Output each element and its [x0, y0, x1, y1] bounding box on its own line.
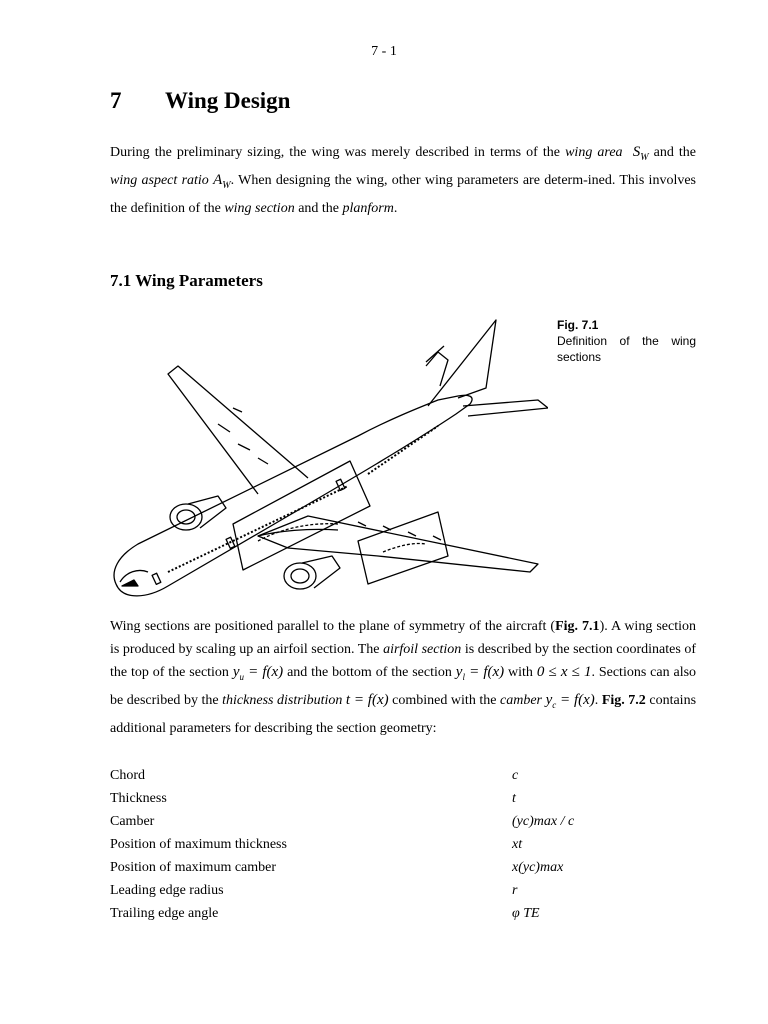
body-text-8: . — [594, 693, 602, 708]
figure-label: Fig. 7.1 — [557, 318, 599, 332]
figure-reference-1: Fig. 7.1 — [555, 619, 600, 634]
section-title: 7.1 Wing Parameters — [110, 271, 263, 290]
chapter-heading — [110, 88, 290, 114]
figure-caption — [557, 317, 696, 365]
term-thickness-distribution: thickness distribution — [222, 693, 343, 708]
chapter-number: 7 — [110, 88, 122, 113]
figure-reference-2: Fig. 7.2 — [601, 693, 646, 708]
intro-paragraph — [110, 141, 696, 220]
body-text-4: and the bottom of the section — [287, 665, 456, 680]
body-text-9: contains additional parameters for describing the section geometry: — [110, 693, 697, 736]
equation-thickness: t = f(x) — [345, 692, 389, 708]
parameter-name: Trailing edge angle — [110, 906, 219, 921]
symbol-sw: $S_W$ — [632, 144, 649, 163]
equation-bottom: $y_l = f(x)$ — [455, 664, 505, 682]
parameter-name: Thickness — [110, 791, 167, 806]
intro-text-5: . — [393, 201, 398, 216]
parameter-name: Position of maximum thickness — [110, 837, 287, 852]
intro-text-3: . When designing the wing, other wing parameters are determ-ined. This involves the definition of the — [110, 173, 696, 216]
parameter-name: Position of maximum camber — [110, 860, 277, 875]
body-text-7: combined with the — [392, 693, 501, 708]
aircraft-illustration — [108, 316, 548, 606]
parameter-symbol: x(yc)max — [512, 860, 564, 875]
term-airfoil-section: airfoil section — [383, 642, 462, 657]
parameter-symbol: xt — [512, 837, 523, 852]
body-paragraph — [110, 615, 696, 740]
body-text-2: ). A wing section is produced by scaling up an airfoil section. The — [110, 619, 697, 657]
intro-text-2: and the — [653, 145, 697, 160]
term-wing-section: wing section — [224, 201, 295, 216]
equation-camber: $y_c = f(x)$ — [545, 692, 595, 710]
term-wing-area: wing area — [565, 145, 623, 160]
parameter-symbol: (yc)max / c — [512, 814, 575, 829]
equation-top: $y_u = f(x)$ — [232, 664, 284, 682]
term-planform: planform — [342, 201, 394, 216]
page-number: 7 - 1 — [371, 44, 397, 59]
body-text-5: with — [508, 665, 537, 680]
body-text-1: Wing sections are positioned parallel to the plane of symmetry of the aircraft ( — [110, 619, 556, 634]
parameter-symbol: c — [512, 768, 519, 783]
symbol-aw: $A_W$ — [213, 172, 231, 191]
parameter-symbol: φ TE — [512, 906, 540, 921]
parameter-name: Camber — [110, 814, 155, 829]
parameter-name: Leading edge radius — [110, 883, 224, 898]
equation-range: 0 ≤ x ≤ 1 — [536, 664, 592, 680]
intro-text-4: and the — [294, 201, 343, 216]
parameter-symbol: r — [512, 883, 518, 898]
body-text-6: . Sections can also be described by the — [110, 665, 697, 708]
term-camber: camber — [500, 693, 543, 708]
term-aspect-ratio: wing aspect ratio — [110, 173, 209, 188]
intro-text-1: During the preliminary sizing, the wing was merely described in terms of the — [110, 145, 566, 160]
parameter-symbol: t — [512, 791, 516, 806]
body-text-3: is described by the section coordinates of the top of the section — [110, 642, 697, 680]
chapter-title: Wing Design — [165, 88, 291, 113]
figure-caption-text: Definition of the wing sections — [557, 334, 696, 364]
parameter-name: Chord — [110, 768, 145, 783]
